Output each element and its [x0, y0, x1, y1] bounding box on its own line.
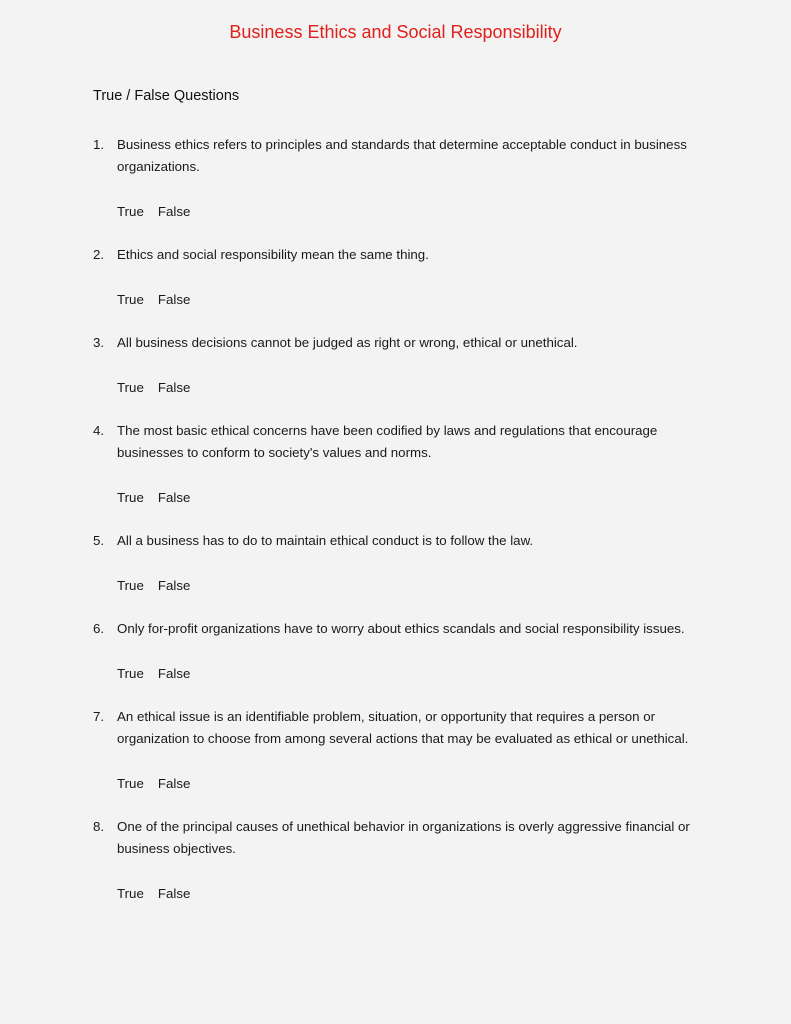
question-text: Ethics and social responsibility mean the same thing.	[117, 247, 429, 262]
question-text: One of the principal causes of unethical behavior in organizations is overly aggressive financial or business objectives.	[117, 819, 690, 856]
question-text: Business ethics refers to principles and standards that determine acceptable conduct in business organizations.	[117, 137, 687, 174]
question-number: 2.	[93, 247, 105, 262]
question-item	[93, 332, 693, 354]
question-text: Only for-profit organizations have to worry about ethics scandals and social responsibility issues.	[117, 621, 685, 636]
question-text: All business decisions cannot be judged as right or wrong, ethical or unethical.	[117, 335, 578, 350]
option-true[interactable]: True	[117, 380, 144, 395]
option-false[interactable]: False	[157, 578, 191, 593]
option-false[interactable]: False	[157, 666, 191, 681]
question-number: 6.	[93, 621, 105, 636]
option-false[interactable]: False	[157, 776, 191, 791]
true-false-options	[117, 776, 190, 791]
question-item	[93, 244, 693, 266]
true-false-options	[117, 666, 190, 681]
question-item	[93, 530, 693, 552]
option-true[interactable]: True	[117, 666, 144, 681]
true-false-options	[117, 292, 190, 307]
option-true[interactable]: True	[117, 490, 144, 505]
question-number: 7.	[93, 709, 105, 724]
question-number: 3.	[93, 335, 105, 350]
question-number: 4.	[93, 423, 105, 438]
question-number: 8.	[93, 819, 105, 834]
section-heading: True / False Questions	[93, 88, 240, 104]
true-false-options	[117, 380, 190, 395]
option-true[interactable]: True	[117, 292, 144, 307]
option-false[interactable]: False	[157, 380, 191, 395]
true-false-options	[117, 490, 190, 505]
true-false-options	[117, 886, 190, 901]
option-true[interactable]: True	[117, 204, 144, 219]
question-item	[93, 706, 693, 750]
question-item	[93, 134, 693, 178]
question-number: 1.	[93, 137, 105, 152]
question-item	[93, 816, 693, 860]
option-true[interactable]: True	[117, 578, 144, 593]
question-text: All a business has to do to maintain ethical conduct is to follow the law.	[117, 533, 534, 548]
true-false-options	[117, 204, 190, 219]
question-number: 5.	[93, 533, 105, 548]
option-false[interactable]: False	[157, 886, 191, 901]
option-false[interactable]: False	[157, 292, 191, 307]
question-item	[93, 618, 693, 640]
option-false[interactable]: False	[157, 490, 191, 505]
option-true[interactable]: True	[117, 776, 144, 791]
option-true[interactable]: True	[117, 886, 144, 901]
question-item	[93, 420, 693, 464]
option-false[interactable]: False	[157, 204, 191, 219]
question-text: An ethical issue is an identifiable problem, situation, or opportunity that requires a person or organization to choose from among several actions that may be evaluated as ethical or unethical.	[117, 709, 689, 746]
document-title: Business Ethics and Social Responsibility	[229, 22, 562, 42]
true-false-options	[117, 578, 190, 593]
question-text: The most basic ethical concerns have been codified by laws and regulations that encourage businesses to conform to society's values and norms.	[117, 423, 658, 460]
